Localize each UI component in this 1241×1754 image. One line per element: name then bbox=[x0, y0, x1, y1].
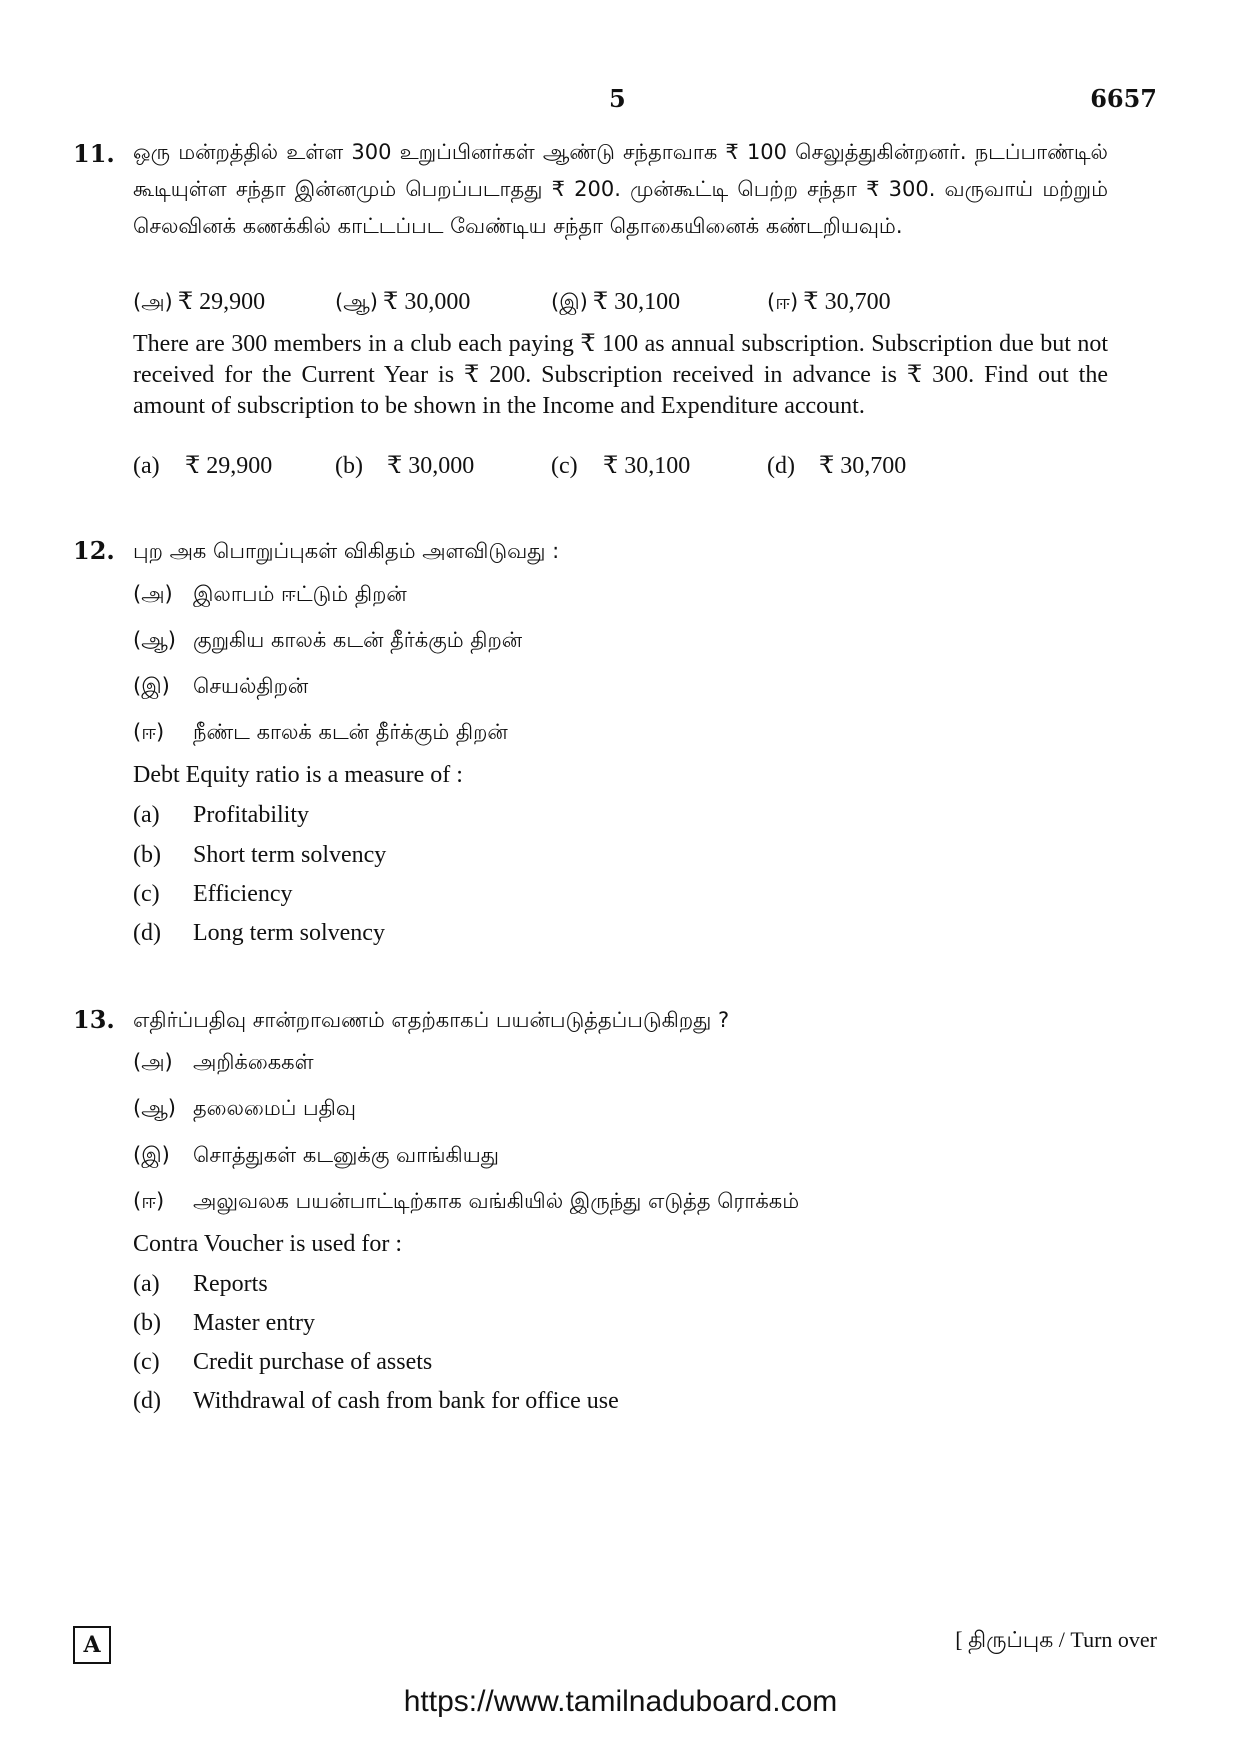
question-12-number: 12. bbox=[73, 536, 115, 565]
question-13-number: 13. bbox=[73, 1005, 115, 1034]
q13-tamil-option-d[interactable]: (ஈ) அலுவலக பயன்பாட்டிற்காக வங்கியில் இருந்து எடுத்த ரொக்கம் bbox=[133, 1189, 800, 1213]
q13-option-d[interactable]: (d) Withdrawal of cash from bank for office use bbox=[133, 1388, 619, 1414]
q12-option-d[interactable]: (d) Long term solvency bbox=[133, 920, 385, 946]
q13-tamil-option-c[interactable]: (இ) சொத்துகள் கடனுக்கு வாங்கியது bbox=[133, 1143, 499, 1167]
q12-option-c[interactable]: (c) Efficiency bbox=[133, 881, 293, 907]
source-url[interactable]: https://www.tamilnaduboard.com bbox=[403, 1685, 838, 1718]
q13-option-b[interactable]: (b) Master entry bbox=[133, 1310, 315, 1336]
q11-tamil-option-b[interactable]: (ஆ) ₹ 30,000 bbox=[335, 289, 471, 315]
q12-tamil-option-b[interactable]: (ஆ) குறுகிய காலக் கடன் தீர்க்கும் திறன் bbox=[133, 628, 523, 652]
question-11-number: 11. bbox=[73, 139, 115, 168]
q11-tamil-option-a[interactable]: (அ) ₹ 29,900 bbox=[133, 289, 266, 315]
q11-tamil-option-d[interactable]: (ஈ) ₹ 30,700 bbox=[767, 289, 891, 315]
q13-option-c[interactable]: (c) Credit purchase of assets bbox=[133, 1349, 433, 1375]
question-13-english-text: Contra Voucher is used for : bbox=[133, 1231, 403, 1257]
q11-option-d[interactable]: (d) ₹ 30,700 bbox=[767, 453, 907, 479]
q13-tamil-option-b[interactable]: (ஆ) தலைமைப் பதிவு bbox=[133, 1096, 356, 1120]
q11-option-a[interactable]: (a) ₹ 29,900 bbox=[133, 453, 273, 479]
page-number: 5 bbox=[609, 84, 626, 113]
question-13-tamil-text: எதிர்ப்பதிவு சான்றாவணம் எதற்காகப் பயன்படுத்தப்படுகிறது ? bbox=[133, 1008, 730, 1032]
q11-option-b[interactable]: (b) ₹ 30,000 bbox=[335, 453, 475, 479]
q11-option-c[interactable]: (c) ₹ 30,100 bbox=[551, 453, 691, 479]
q13-option-a[interactable]: (a) Reports bbox=[133, 1271, 268, 1297]
question-11-english-text: There are 300 members in a club each paying ₹ 100 as annual subscription. Subscription due but not received for the Current Year is ₹ 200. Subscription received in advance is ₹ 300. Find out the amount of subscription to be shown in the Income and Expenditure account. bbox=[133, 331, 1108, 419]
q12-tamil-option-c[interactable]: (இ) செயல்திறன் bbox=[133, 674, 309, 698]
version-box: A bbox=[73, 1626, 111, 1664]
question-11-tamil-text: ஒரு மன்றத்தில் உள்ள 300 உறுப்பினர்கள் ஆண்டு சந்தாவாக ₹ 100 செலுத்துகின்றனர். நடப்பாண்டில் கூடியுள்ள சந்தா இன்னமும் பெறப்படாதது ₹ 200. முன்கூட்டி பெற்ற சந்தா ₹ 300. வருவாய் மற்றும் செலவினக் கணக்கில் காட்டப்பட வேண்டிய சந்தா தொகையினைக் கண்டறியவும். bbox=[133, 140, 1108, 238]
q12-tamil-option-a[interactable]: (அ) இலாபம் ஈட்டும் திறன் bbox=[133, 582, 407, 606]
question-12-english-text: Debt Equity ratio is a measure of : bbox=[133, 762, 463, 788]
q12-tamil-option-d[interactable]: (ஈ) நீண்ட காலக் கடன் தீர்க்கும் திறன் bbox=[133, 720, 508, 744]
question-12-tamil-text: புற அக பொறுப்புகள் விகிதம் அளவிடுவது : bbox=[133, 539, 560, 563]
question-11-english-options bbox=[133, 451, 1093, 481]
paper-code: 6657 bbox=[1090, 84, 1157, 113]
q12-option-b[interactable]: (b) Short term solvency bbox=[133, 842, 387, 868]
question-11-tamil-options bbox=[133, 287, 1093, 317]
q12-option-a[interactable]: (a) Profitability bbox=[133, 802, 309, 828]
q11-tamil-option-c[interactable]: (இ) ₹ 30,100 bbox=[551, 289, 681, 315]
q13-tamil-option-a[interactable]: (அ) அறிக்கைகள் bbox=[133, 1050, 314, 1074]
turn-over-label: [ திருப்புக / Turn over bbox=[955, 1627, 1157, 1652]
